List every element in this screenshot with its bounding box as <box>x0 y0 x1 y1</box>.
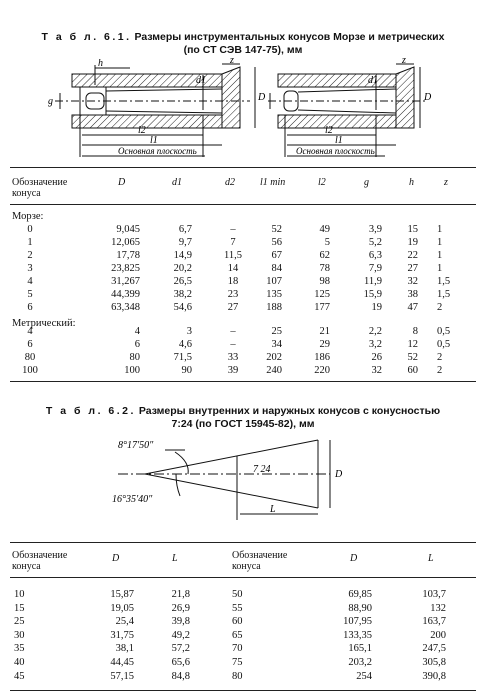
table2-row-cell: 163,7 <box>422 616 446 628</box>
table2-caption-prefix: Т а б л. 6.2. <box>45 405 136 417</box>
table1-bottom-rule <box>10 381 476 382</box>
table2-row-cell: 57,15 <box>110 670 134 682</box>
metric-row-cell: 80 <box>24 352 36 363</box>
taper-D-label: D <box>335 469 343 480</box>
group-morse-label: Морзе: <box>12 211 44 222</box>
morse-row-cell: 0 <box>27 224 33 235</box>
table2-row-cell: 40 <box>14 657 25 668</box>
morse-row-cell: 12,065 <box>111 237 140 248</box>
metric-row-cell: – <box>230 326 236 337</box>
table2-caption <box>0 405 486 418</box>
morse-row-cell: 62 <box>319 250 330 261</box>
metric-row-cell: 12 <box>407 339 418 350</box>
morse-row-cell: 15 <box>407 224 418 235</box>
table2-row-cell: 10 <box>14 589 25 600</box>
metric-row-cell: 33 <box>227 352 239 363</box>
metric-row-cell: 186 <box>314 352 330 363</box>
metric-row-cell: 4 <box>134 326 140 337</box>
table2-row-cell: 49,2 <box>171 629 190 641</box>
morse-row-cell: 27 <box>227 302 239 313</box>
table1-top-rule <box>10 167 476 168</box>
morse-row-cell: 1,5 <box>437 289 451 300</box>
metric-row-cell: 100 <box>124 365 140 376</box>
metric-row-cell: 0,5 <box>437 339 451 350</box>
taper-label: 7 24 <box>253 464 271 475</box>
table2-row-cell: 57,2 <box>171 643 190 655</box>
morse-row-cell: 20,2 <box>173 263 192 274</box>
table2-row-cell: 203,2 <box>348 657 372 668</box>
table2-row-cell: 15 <box>14 602 25 614</box>
angle-label-1: 8°17′50″ <box>118 440 154 451</box>
table2-row-cell: 247,5 <box>422 643 446 655</box>
table1-caption-line1: Размеры инструментальных конусов Морзе и метрических <box>134 31 445 43</box>
morse-row-cell: 54,6 <box>173 302 192 313</box>
table1-header-D: D <box>118 177 126 188</box>
table2-row-cell: 80 <box>232 670 243 682</box>
morse-row-cell: 9,045 <box>116 224 140 235</box>
left-label-plane: Основная плоскость <box>118 146 197 156</box>
morse-row-cell: 2 <box>437 302 443 313</box>
right-taper-section <box>268 64 425 157</box>
table2-row-cell: 254 <box>356 670 372 682</box>
table2-row-cell: 44,45 <box>110 657 134 668</box>
morse-row-cell: 38,2 <box>173 289 192 300</box>
metric-row-cell: 52 <box>407 352 418 363</box>
right-label-d1: d1 <box>368 75 378 86</box>
morse-row-cell: 1,5 <box>437 276 451 287</box>
table2-row-cell: 31,75 <box>110 629 134 641</box>
table2-row-cell: 55 <box>232 602 243 614</box>
left-label-g: g <box>48 96 53 107</box>
morse-row-cell: 47 <box>407 302 418 313</box>
morse-row-cell: 3,9 <box>368 224 382 235</box>
metric-row-cell: – <box>230 339 236 350</box>
table1-caption-line2: (по СТ СЭВ 147-75), мм <box>183 44 303 56</box>
morse-row-cell: 17,78 <box>116 250 140 261</box>
table2-row-cell: 21,8 <box>171 589 190 600</box>
morse-row-cell: 1 <box>437 250 443 261</box>
left-label-l1: l1 <box>150 135 158 146</box>
table2-header-L2: L <box>428 553 434 564</box>
table2-row-cell: 133,35 <box>343 629 372 641</box>
morse-row-cell: – <box>230 224 236 235</box>
left-label-z: z <box>230 55 234 66</box>
table1-caption <box>0 31 486 44</box>
table1-header-g: g <box>364 177 369 188</box>
morse-row-cell: 23,825 <box>111 263 140 274</box>
table2-row-cell: 30 <box>14 629 25 641</box>
table1-header-l2: l2 <box>318 177 326 188</box>
morse-row-cell: 7,9 <box>368 263 382 274</box>
table2-row-cell: 35 <box>14 643 25 655</box>
metric-row-cell: 100 <box>22 365 38 376</box>
group-metric-label: Метрический: <box>12 318 76 329</box>
morse-row-cell: 52 <box>271 224 282 235</box>
morse-row-cell: 18 <box>227 276 239 287</box>
morse-row-cell: 38 <box>407 289 418 300</box>
table2-row-cell: 70 <box>232 643 243 655</box>
table2-top-rule <box>10 542 476 543</box>
metric-row-cell: 25 <box>271 326 282 337</box>
table2-header-designation-2: Обозначение конуса <box>232 550 288 572</box>
table2-header-D: D <box>112 553 120 564</box>
table2-row-cell: 88,90 <box>348 602 372 614</box>
metric-row-cell: 60 <box>407 365 418 376</box>
metric-row-cell: 39 <box>227 365 239 376</box>
morse-row-cell: 11,9 <box>364 276 382 287</box>
metric-row-cell: 220 <box>314 365 330 376</box>
morse-row-cell: 6,3 <box>368 250 382 261</box>
left-label-l2: l2 <box>138 125 146 136</box>
table2-row-cell: 25 <box>14 616 25 628</box>
metric-row-cell: 32 <box>371 365 382 376</box>
metric-row-cell: 71,5 <box>173 352 192 363</box>
table2-row-cell: 132 <box>430 602 446 614</box>
morse-row-cell: 1 <box>437 237 443 248</box>
table1-header-h: h <box>409 177 414 188</box>
table2-row-cell: 50 <box>232 589 243 600</box>
metric-row-cell: 6 <box>27 339 33 350</box>
metric-row-cell: 3,2 <box>368 339 382 350</box>
taper-724-drawing <box>0 430 486 530</box>
morse-row-cell: 9,7 <box>178 237 192 248</box>
left-label-h: h <box>98 58 103 69</box>
morse-row-cell: 5 <box>27 289 33 300</box>
table2-row-cell: 65 <box>232 629 243 641</box>
table2-row-cell: 60 <box>232 616 243 628</box>
metric-row-cell: 2,2 <box>368 326 382 337</box>
morse-row-cell: 177 <box>314 302 330 313</box>
metric-row-cell: 2 <box>437 365 443 376</box>
table2-header-D2: D <box>350 553 358 564</box>
morse-row-cell: 1 <box>437 263 443 274</box>
morse-row-cell: 15,9 <box>363 289 382 300</box>
morse-row-cell: 188 <box>266 302 282 313</box>
table2-row-cell: 165,1 <box>348 643 372 655</box>
taper-L-label: L <box>270 504 276 515</box>
table2-row-cell: 107,95 <box>343 616 372 628</box>
morse-row-cell: 19 <box>407 237 418 248</box>
morse-row-cell: 98 <box>319 276 330 287</box>
morse-row-cell: 26,5 <box>173 276 192 287</box>
morse-row-cell: 44,399 <box>111 289 140 300</box>
table1-header-l1min: l1 min <box>260 177 286 188</box>
right-label-l2: l2 <box>325 125 333 136</box>
morse-row-cell: 2 <box>27 250 33 261</box>
table2-row-cell: 75 <box>232 657 243 668</box>
table2-row-cell: 69,85 <box>348 589 372 600</box>
right-label-plane: Основная плоскость <box>296 146 375 156</box>
table2-row-cell: 200 <box>430 629 446 641</box>
morse-row-cell: 14,9 <box>173 250 192 261</box>
morse-row-cell: 6,7 <box>178 224 192 235</box>
morse-row-cell: 135 <box>266 289 282 300</box>
morse-row-cell: 56 <box>271 237 282 248</box>
morse-row-cell: 6 <box>27 302 33 313</box>
table2-row-cell: 25,4 <box>115 616 134 628</box>
metric-row-cell: 2 <box>437 352 443 363</box>
table1-header-designation: Обозначение конуса <box>12 177 68 199</box>
right-label-l1: l1 <box>335 135 343 146</box>
table2-row-cell: 390,8 <box>422 670 446 682</box>
left-label-D: D <box>258 92 266 103</box>
morse-row-cell: 125 <box>314 289 330 300</box>
table1-caption-prefix: Т а б л. 6.1. <box>41 31 132 43</box>
morse-row-cell: 23 <box>227 289 239 300</box>
metric-row-cell: 4,6 <box>178 339 192 350</box>
morse-row-cell: 4 <box>27 276 33 287</box>
table2-row-cell: 38,1 <box>115 643 134 655</box>
morse-row-cell: 49 <box>319 224 330 235</box>
morse-row-cell: 78 <box>319 263 330 274</box>
angle-label-2: 16°35′40″ <box>112 494 153 505</box>
morse-row-cell: 1 <box>437 224 443 235</box>
metric-row-cell: 34 <box>271 339 282 350</box>
table2-caption-line2: 7:24 (по ГОСТ 15945-82), мм <box>171 418 315 430</box>
table2-header-rule <box>10 577 476 578</box>
metric-row-cell: 80 <box>129 352 140 363</box>
metric-row-cell: 8 <box>412 326 418 337</box>
left-label-d1: d1 <box>196 75 206 86</box>
table2-header-designation: Обозначение конуса <box>12 550 68 572</box>
metric-row-cell: 0,5 <box>437 326 451 337</box>
morse-row-cell: 22 <box>407 250 418 261</box>
morse-row-cell: 31,267 <box>111 276 140 287</box>
table2-row-cell: 19,05 <box>110 602 134 614</box>
table2-row-cell: 103,7 <box>422 589 446 600</box>
morse-row-cell: 67 <box>271 250 282 261</box>
morse-row-cell: 84 <box>271 263 282 274</box>
metric-row-cell: 240 <box>266 365 282 376</box>
morse-row-cell: 32 <box>407 276 418 287</box>
metric-row-cell: 29 <box>319 339 330 350</box>
morse-row-cell: 3 <box>27 263 33 274</box>
morse-row-cell: 63,348 <box>111 302 140 313</box>
metric-row-cell: 3 <box>186 326 192 337</box>
morse-row-cell: 5,2 <box>368 237 382 248</box>
morse-row-cell: 14 <box>227 263 239 274</box>
morse-row-cell: 27 <box>407 263 418 274</box>
table2-bottom-rule <box>10 690 476 691</box>
table2-row-cell: 26,9 <box>171 602 190 614</box>
morse-row-cell: 5 <box>324 237 330 248</box>
table1-header-z: z <box>444 177 448 188</box>
table2-row-cell: 15,87 <box>110 589 134 600</box>
metric-row-cell: 90 <box>181 365 192 376</box>
table2-row-cell: 84,8 <box>171 670 190 682</box>
morse-row-cell: 11,5 <box>224 250 242 261</box>
morse-row-cell: 19 <box>371 302 382 313</box>
right-label-z: z <box>402 55 406 66</box>
morse-row-cell: 1 <box>27 237 33 248</box>
table2-row-cell: 45 <box>14 670 25 682</box>
right-label-D: D <box>424 92 432 103</box>
table1-header-rule <box>10 204 476 205</box>
metric-row-cell: 4 <box>27 326 33 337</box>
morse-taper-drawing <box>0 55 486 163</box>
table1-header-d2: d2 <box>225 177 235 188</box>
table2-caption-line1: Размеры внутренних и наружных конусов с конусностью <box>138 405 441 417</box>
table2-row-cell: 65,6 <box>171 657 190 668</box>
metric-row-cell: 202 <box>266 352 282 363</box>
metric-row-cell: 26 <box>371 352 382 363</box>
table2-row-cell: 305,8 <box>422 657 446 668</box>
table2-row-cell: 39,8 <box>171 616 190 628</box>
table1-header-d1: d1 <box>172 177 182 188</box>
morse-row-cell: 107 <box>266 276 282 287</box>
metric-row-cell: 6 <box>134 339 140 350</box>
table2-header-L: L <box>172 553 178 564</box>
morse-row-cell: 7 <box>230 237 236 248</box>
metric-row-cell: 21 <box>319 326 330 337</box>
